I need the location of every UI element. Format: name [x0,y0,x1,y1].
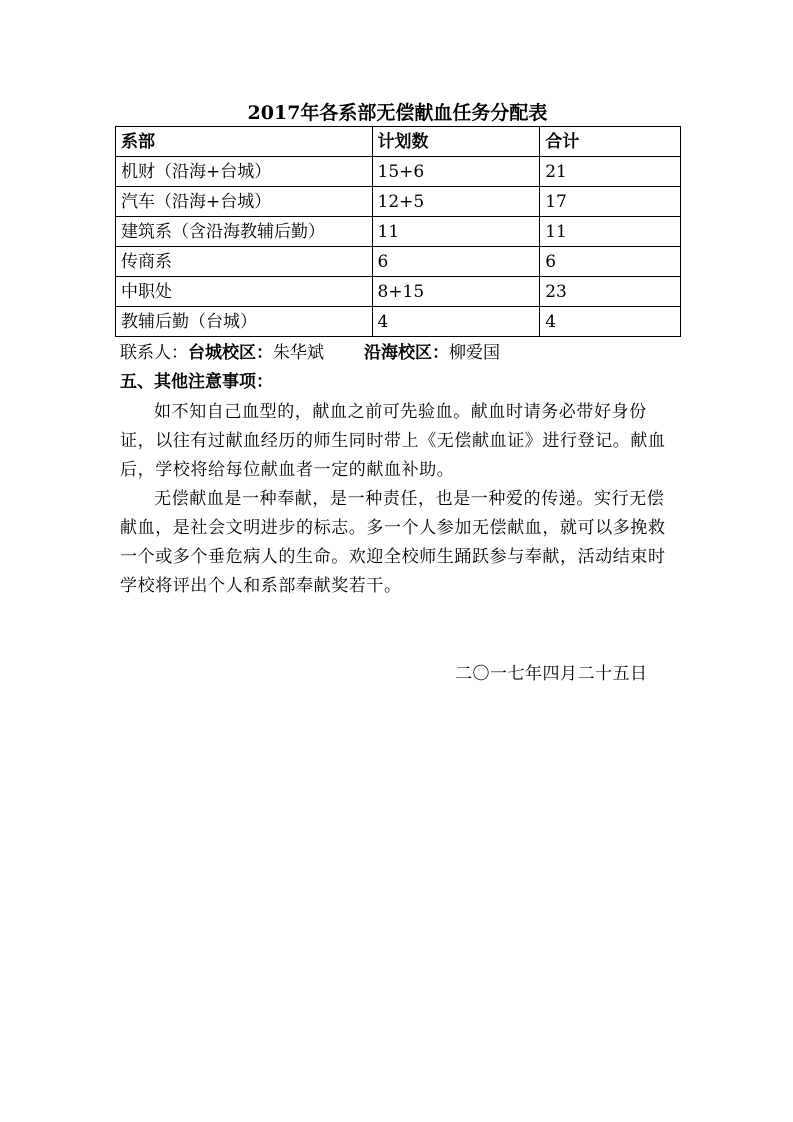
contact-line [120,340,500,366]
cell-plan: 11 [372,217,540,247]
table-row [116,247,681,277]
campus1-person: 朱华斌 [273,343,324,363]
document-title: 2017年各系部无偿献血任务分配表 [247,102,548,124]
contact-label: 联系人： [120,343,188,363]
cell-plan: 4 [372,307,540,337]
table-row [116,217,681,247]
cell-plan: 6 [372,247,540,277]
cell-total: 17 [540,187,681,217]
table-row [116,157,681,187]
campus2-person: 柳爱国 [449,343,500,363]
cell-plan: 15+6 [372,157,540,187]
cell-total: 23 [540,277,681,307]
cell-department: 建筑系（含沿海教辅后勤） [116,217,373,247]
quota-table [115,126,681,337]
table-row [116,307,681,337]
section-heading: 五、其他注意事项： [120,372,273,392]
table-row [116,277,681,307]
cell-plan: 12+5 [372,187,540,217]
column-header-total: 合计 [540,127,681,157]
column-header-plan: 计划数 [372,127,540,157]
cell-department: 汽车（沿海+台城） [116,187,373,217]
document-date: 二〇一七年四月二十五日 [455,664,648,684]
cell-department: 教辅后勤（台城） [116,307,373,337]
cell-total: 21 [540,157,681,187]
table-header-row [116,127,681,157]
cell-department: 传商系 [116,247,373,277]
column-header-department: 系部 [116,127,373,157]
cell-total: 4 [540,307,681,337]
cell-plan: 8+15 [372,277,540,307]
campus1-label: 台城校区： [188,343,273,363]
table-row [116,187,681,217]
paragraph-blood-type: 如不知自己血型的，献血之前可先验血。献血时请务必带好身份证，以往有过献血经历的师生同时带上《无偿献血证》进行登记。献血后，学校将给每位献血者一定的献血补助。 [120,402,666,480]
cell-department: 中职处 [116,277,373,307]
cell-department: 机财（沿海+台城） [116,157,373,187]
cell-total: 11 [540,217,681,247]
paragraph-donation-meaning: 无偿献血是一种奉献，是一种责任，也是一种爱的传递。实行无偿献血，是社会文明进步的标志。多一个人参加无偿献血，就可以多挽救一个或多个垂危病人的生命。欢迎全校师生踊跃参与奉献，活动结束时学校将评出个人和系部奉献奖若干。 [120,489,666,596]
campus2-label: 沿海校区： [364,343,449,363]
cell-total: 6 [540,247,681,277]
